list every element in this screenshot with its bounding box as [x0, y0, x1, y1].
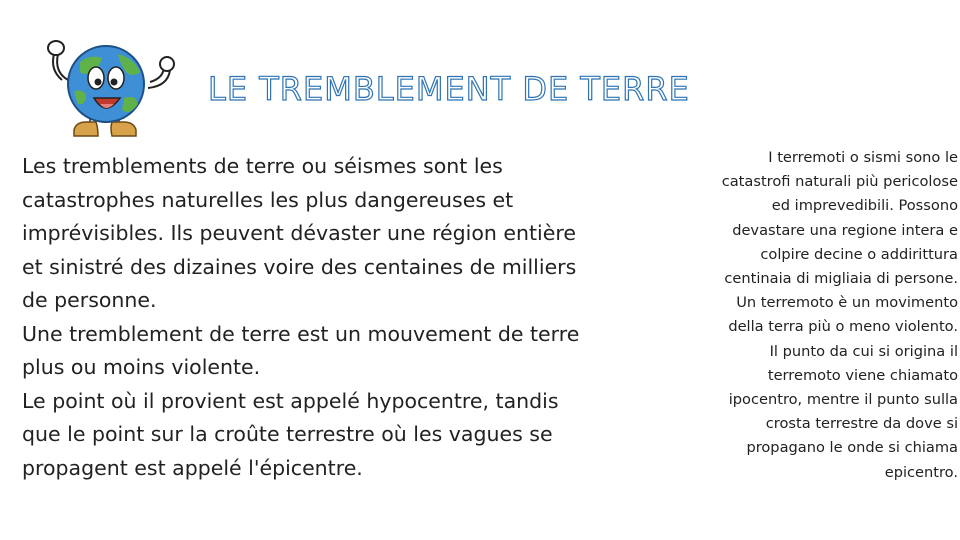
page-title: LE TREMBLEMENT DE TERRE — [208, 70, 690, 108]
french-paragraph-1: Les tremblements de terre ou séismes sont les catastrophes naturelles les plus dangereuses et imprévisibles. Ils peuvent dévaster une région entière et sinistré des dizaines voire des centaines de milliers de personne. — [22, 154, 577, 312]
italian-line: Un terremoto è un movimento — [736, 294, 958, 312]
italian-text-block — [668, 146, 958, 485]
french-paragraph-3: Le point où il provient est appelé hypocentre, tandis que le point sur la croûte terrestre où les vagues se propagent est appelé l'épicentre. — [22, 388, 559, 480]
italian-line: catastrofi naturali più pericolose — [721, 173, 958, 191]
italian-line: ed imprevedibili. Possono — [771, 197, 958, 215]
earth-globe-mascot-icon — [40, 32, 180, 144]
italian-line: Il punto da cui si origina il — [769, 342, 958, 360]
italian-line: epicentro. — [884, 463, 958, 481]
italian-line: I terremoti o sismi sono le — [768, 149, 958, 166]
french-text-block — [22, 150, 582, 485]
french-paragraph-2: Une tremblement de terre est un mouvement de terre plus ou moins violente. — [22, 321, 580, 379]
italian-line: colpire decine o addirittura — [760, 245, 958, 263]
italian-line: ipocentro, mentre il punto sulla — [728, 391, 958, 409]
italian-line: devastare una regione intera e — [732, 221, 958, 239]
italian-line: terremoto viene chiamato — [767, 366, 958, 384]
italian-line: centinaia di migliaia di persone. — [724, 270, 958, 288]
italian-line: crosta terrestre da dove si — [765, 415, 958, 433]
italian-line: propagano le onde si chiama — [746, 439, 958, 457]
italian-line: della terra più o meno violento. — [728, 318, 958, 336]
